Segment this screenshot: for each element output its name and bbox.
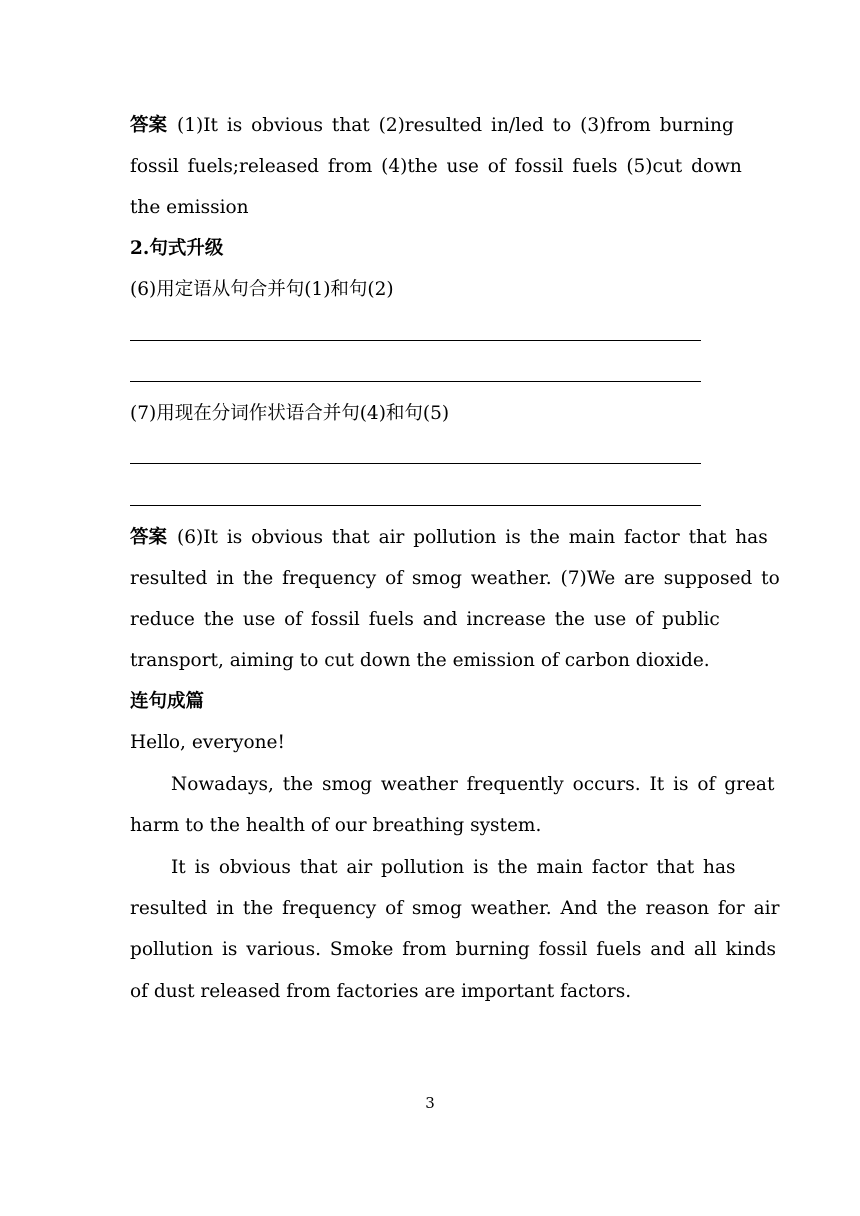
answer-blank-line	[130, 381, 701, 382]
essay-paragraph-2-line-2: resulted in the frequency of smog weather. And the reason for air	[130, 898, 780, 919]
essay-greeting: Hello, everyone!	[130, 732, 285, 753]
essay-paragraph-1-line-1: Nowadays, the smog weather frequently occurs. It is of great	[171, 774, 775, 795]
answer-2-text: (6)It is obvious that air pollution is the main factor that has	[177, 527, 768, 548]
section-heading-compose-passage: 连句成篇	[130, 691, 205, 712]
answer-block-2-line-3: reduce the use of fossil fuels and increase the use of public	[130, 609, 720, 630]
essay-paragraph-2-line-1: It is obvious that air pollution is the main factor that has	[171, 857, 736, 878]
answer-block-1-line-2: fossil fuels;released from (4)the use of fossil fuels (5)cut down	[130, 156, 742, 177]
essay-paragraph-2-line-3: pollution is various. Smoke from burning fossil fuels and all kinds	[130, 939, 777, 960]
answer-blank-line	[130, 463, 701, 464]
answer-block-2-line-2: resulted in the frequency of smog weather. (7)We are supposed to	[130, 568, 780, 589]
page-number: 3	[425, 1094, 435, 1112]
essay-paragraph-2-line-4: of dust released from factories are important factors.	[130, 981, 632, 1002]
answer-blank-line	[130, 340, 701, 341]
answer-blank-line	[130, 505, 701, 506]
answer-1-text: (1)It is obvious that (2)resulted in/led to (3)from burning	[177, 115, 734, 136]
answer-label: 答案	[130, 527, 168, 548]
essay-paragraph-1-line-2: harm to the health of our breathing system.	[130, 815, 542, 836]
task-7-prompt: (7)用现在分词作状语合并句(4)和句(5)	[130, 403, 450, 424]
answer-label: 答案	[130, 115, 168, 136]
answer-block-2-line-1	[130, 526, 768, 550]
answer-block-2-line-4: transport, aiming to cut down the emission of carbon dioxide.	[130, 650, 710, 671]
task-6-prompt: (6)用定语从句合并句(1)和句(2)	[130, 279, 394, 300]
answer-block-1-line-3: the emission	[130, 197, 249, 218]
answer-block-1-line-1	[130, 114, 734, 138]
section-heading-sentence-upgrade: 2.句式升级	[130, 238, 224, 259]
